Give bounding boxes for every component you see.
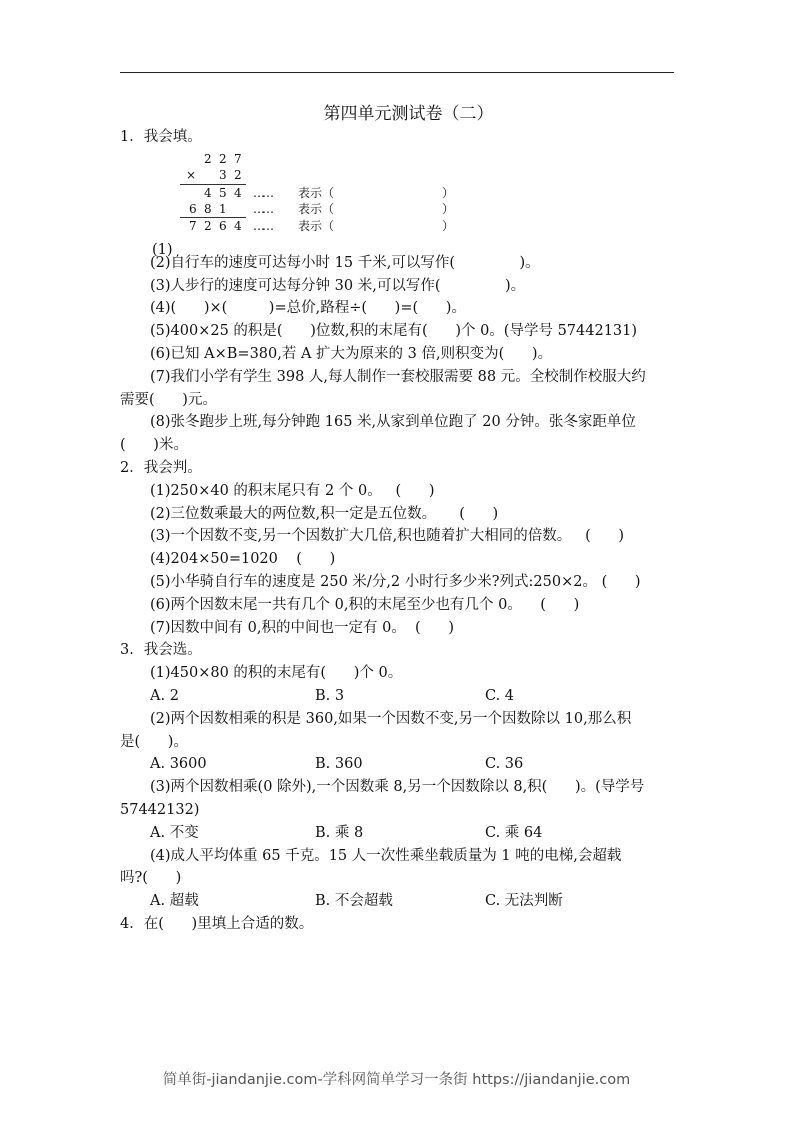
option-c: C. 乘 64: [485, 824, 543, 841]
page-title: 第四单元测试卷（二）: [323, 104, 494, 124]
formula-digit: 4: [204, 185, 212, 200]
option-c: C. 4: [485, 687, 515, 704]
dot-leader: ……: [253, 185, 271, 200]
question-item: (5)400×25 的积是( )位数,积的末尾有( )个 0。(导学号 57442131): [150, 323, 638, 340]
question-item: (1)450×80 的积的末尾有( )个 0。: [150, 665, 403, 682]
formula-digit: 8: [204, 201, 212, 216]
question-continuation: 吗?( ): [120, 870, 182, 887]
question-continuation: 是( )。: [120, 733, 188, 750]
question-item: (3)一个因数不变,另一个因数扩大几倍,积也随着扩大相同的倍数。 ( ): [150, 528, 625, 545]
formula-digit: 6: [189, 201, 197, 216]
question-item: (8)张冬跑步上班,每分钟跑 165 米,从家到单位跑了 20 分钟。张冬家距单位: [150, 414, 636, 431]
question-item: (2)自行车的速度可达每小时 15 千米,可以写作( )。: [150, 254, 540, 271]
question-item: (6)已知 A×B=380,若 A 扩大为原来的 3 倍,则积变为( )。: [150, 345, 553, 362]
option-a: A. 不变: [150, 824, 199, 841]
question-item: (6)两个因数末尾一共有几个 0,积的末尾至少也有几个 0。 ( ): [150, 596, 580, 613]
represents-label: 表示（: [298, 201, 335, 216]
question-item: (2)三位数乘最大的两位数,积一定是五位数。 ( ): [150, 505, 499, 522]
options-row: [120, 822, 676, 845]
question-continuation: 需要( )元。: [120, 391, 217, 408]
option-a: A. 3600: [150, 756, 207, 773]
formula-digit: 3: [219, 167, 227, 182]
question-item: (7)我们小学有学生 398 人,每人制作一套校服需要 88 元。全校制作校服大约: [150, 368, 646, 385]
question-item: (3)两个因数相乘(0 除外),一个因数乘 8,另一个因数除以 8,积( )。(导学号: [150, 779, 645, 796]
question-item: (2)两个因数相乘的积是 360,如果一个因数不变,另一个因数除以 10,那么积: [150, 710, 632, 727]
represents-label: 表示（: [298, 218, 335, 233]
formula-digit: 1: [219, 201, 227, 216]
question-item: (5)小华骑自行车的速度是 250 米/分,2 小时行多少米?列式:250×2。 ( ): [150, 573, 641, 590]
section-heading: 4．在( )里填上合适的数。: [120, 915, 314, 932]
option-b: B. 3: [315, 687, 345, 704]
option-b: B. 乘 8: [315, 824, 364, 841]
question-item: (4)成人平均体重 65 千克。15 人一次性乘坐载质量为 1 吨的电梯,会超载: [150, 847, 622, 864]
blank-close: ）: [442, 201, 455, 216]
formula-digit: 6: [219, 218, 227, 233]
section-heading: 3．我会选。: [120, 642, 202, 659]
formula-rule: [180, 184, 246, 185]
formula-digit: 4: [234, 185, 242, 200]
vertical-multiplication: [120, 149, 676, 258]
option-b: B. 360: [315, 756, 363, 773]
section-heading: 1．我会填。: [120, 129, 202, 145]
formula-digit: 2: [219, 151, 227, 166]
formula-digit: 2: [204, 218, 212, 233]
watermark-footer: 简单街-jiandanjie.com-学科网简单学习一条街 https://jiandanjie.com: [162, 1072, 631, 1088]
option-a: A. 2: [150, 687, 179, 704]
blank-close: ）: [442, 218, 455, 233]
options-row: [120, 753, 676, 776]
blank-close: ）: [442, 185, 455, 200]
formula-digit: 2: [204, 151, 212, 166]
question-item: (1)250×40 的积末尾只有 2 个 0。 ( ): [150, 482, 435, 499]
exam-content: [120, 126, 676, 936]
represents-label: 表示（: [298, 185, 335, 200]
formula-digit: 4: [234, 218, 242, 233]
question-continuation: 57442132): [120, 801, 200, 818]
formula-digit: 7: [234, 151, 242, 166]
option-c: C. 36: [485, 756, 524, 773]
dot-leader: ……: [253, 218, 271, 233]
question-number: (1): [152, 241, 173, 258]
section-heading: 2．我会判。: [120, 459, 202, 476]
dot-leader: ……: [253, 201, 271, 216]
question-item: (4)( )×( )=总价,路程÷( )=( )。: [150, 300, 466, 317]
question-continuation: ( )米。: [120, 437, 188, 454]
formula-rule: [180, 217, 246, 218]
option-c: C. 无法判断: [485, 893, 563, 910]
formula-digit: ×: [186, 167, 197, 182]
option-a: A. 超载: [150, 893, 199, 910]
question-item: (7)因数中间有 0,积的中间也一定有 0。 ( ): [150, 619, 455, 636]
header-rule: [120, 72, 674, 73]
formula-digit: 5: [219, 185, 227, 200]
options-row: [120, 890, 676, 913]
question-item: (4)204×50=1020 ( ): [150, 551, 336, 568]
formula-digit: 7: [189, 218, 197, 233]
formula-digit: 2: [234, 167, 242, 182]
question-item: (3)人步行的速度可达每分钟 30 米,可以写作( )。: [150, 277, 526, 294]
options-row: [120, 685, 676, 708]
option-b: B. 不会超载: [315, 893, 393, 910]
